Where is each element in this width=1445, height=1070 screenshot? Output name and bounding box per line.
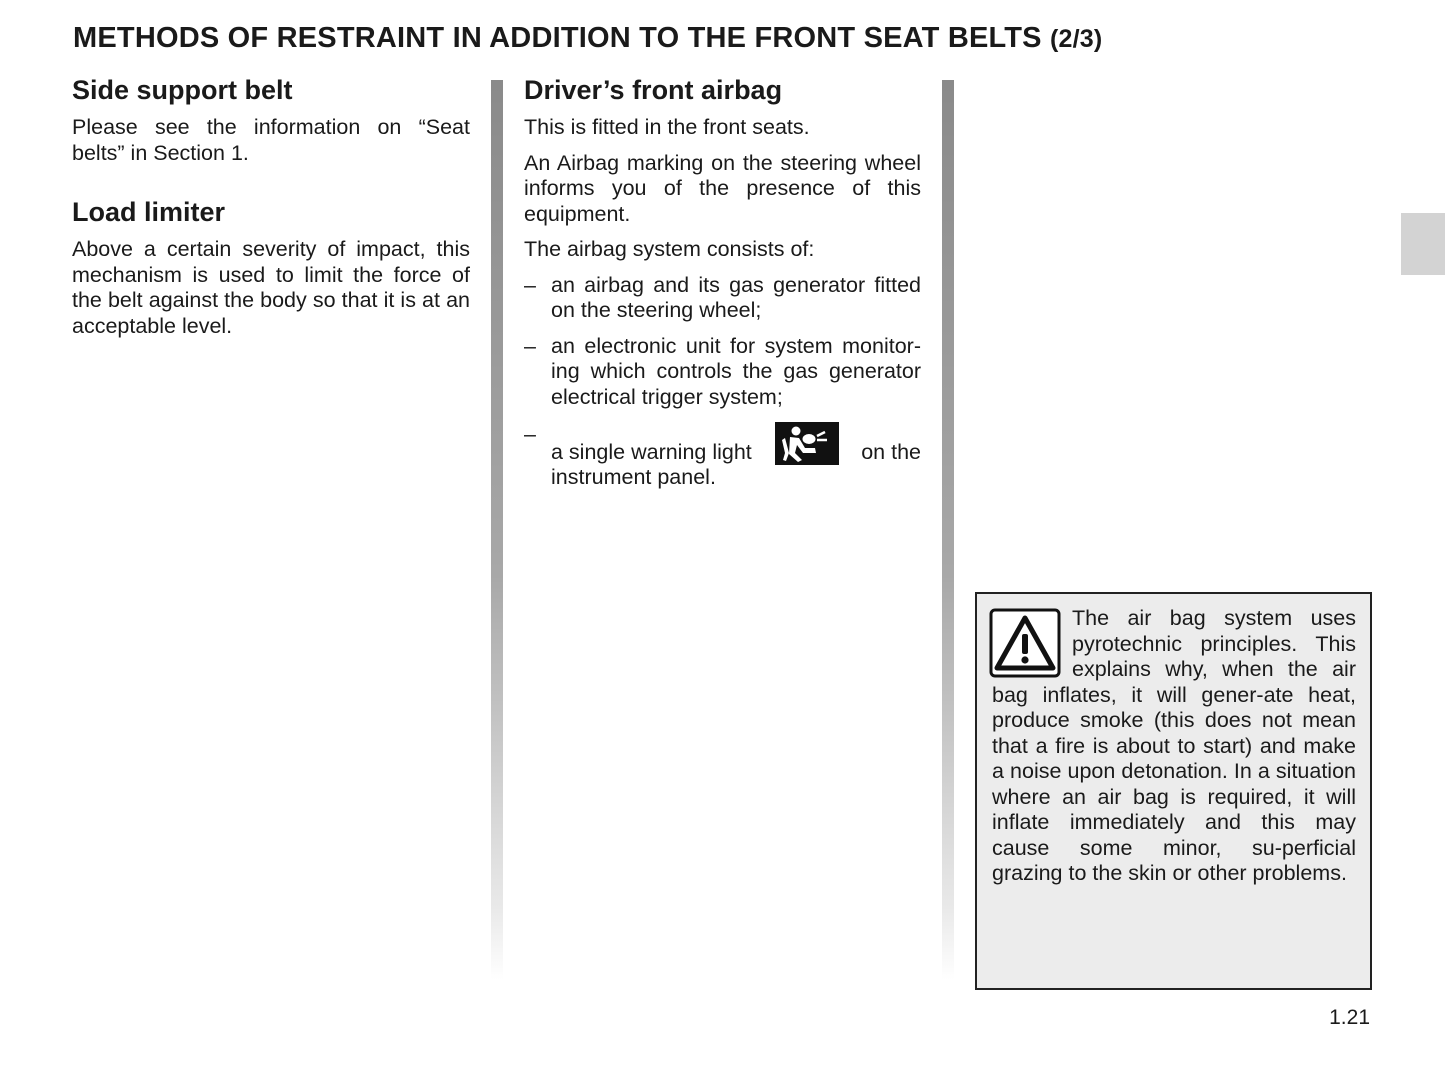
airbag-components-list — [524, 273, 921, 491]
list-item-text: an airbag and its gas generator fitted on the steering wheel; — [551, 272, 921, 322]
page-number: 1.21 — [1329, 1006, 1370, 1029]
warning-box — [975, 592, 1372, 990]
page-title-text: METHODS OF RESTRAINT IN ADDITION TO THE FRONT SEAT BELTS — [73, 22, 1042, 54]
warning-text: The air bag system uses pyrotechnic principles. This explains why, when the air bag inflates, it will gener-ate heat, produce smoke (this does not mean that a fire is about to start) and make a noise upon detonation. In a situation where an air bag is required, it will inflate immediately and this may cause some minor, su-perficial grazing to the skin or other problems. — [992, 606, 1356, 885]
load-limiter-heading: Load limiter — [72, 197, 226, 227]
list-dash: – — [524, 422, 536, 446]
page-title — [73, 22, 1102, 55]
middle-column — [524, 72, 921, 501]
side-support-belt-text: Please see the information on “Seat belts” in Section 1. — [72, 115, 470, 165]
page-part-indicator: (2/3) — [1050, 25, 1103, 53]
warning-triangle-icon — [989, 608, 1061, 678]
list-item-warning-light — [524, 422, 921, 491]
airbag-marking-text: An Airbag marking on the steering wheel informs you of the presence of this equipment. — [524, 150, 921, 226]
list-dash: – — [524, 333, 536, 358]
list-dash: – — [524, 272, 536, 297]
list-item — [524, 334, 921, 411]
column-divider-right — [942, 80, 954, 980]
warning-light-continuation: instrument panel. — [551, 465, 716, 489]
section-tab-marker — [1401, 213, 1445, 275]
list-item-text: an electronic unit for system monitor-ing which controls the gas generator electrical trigger system; — [551, 333, 921, 409]
warning-light-text-after: on the — [861, 439, 921, 464]
side-support-belt-heading: Side support belt — [72, 75, 293, 105]
load-limiter-text: Above a certain severity of impact, this mechanism is used to limit the force of the belt against the body so that it is at an acceptable level. — [72, 237, 470, 338]
warning-light-text-before: a single warning light — [551, 439, 752, 464]
airbag-location-text: This is fitted in the front seats. — [524, 115, 810, 139]
airbag-warning-light-icon — [775, 422, 839, 465]
warning-light-line — [551, 422, 921, 465]
airbag-system-intro: The airbag system consists of: — [524, 237, 815, 261]
column-divider-left — [491, 80, 503, 980]
left-column — [72, 72, 470, 349]
drivers-front-airbag-heading: Driver’s front airbag — [524, 75, 783, 105]
list-item — [524, 273, 921, 324]
